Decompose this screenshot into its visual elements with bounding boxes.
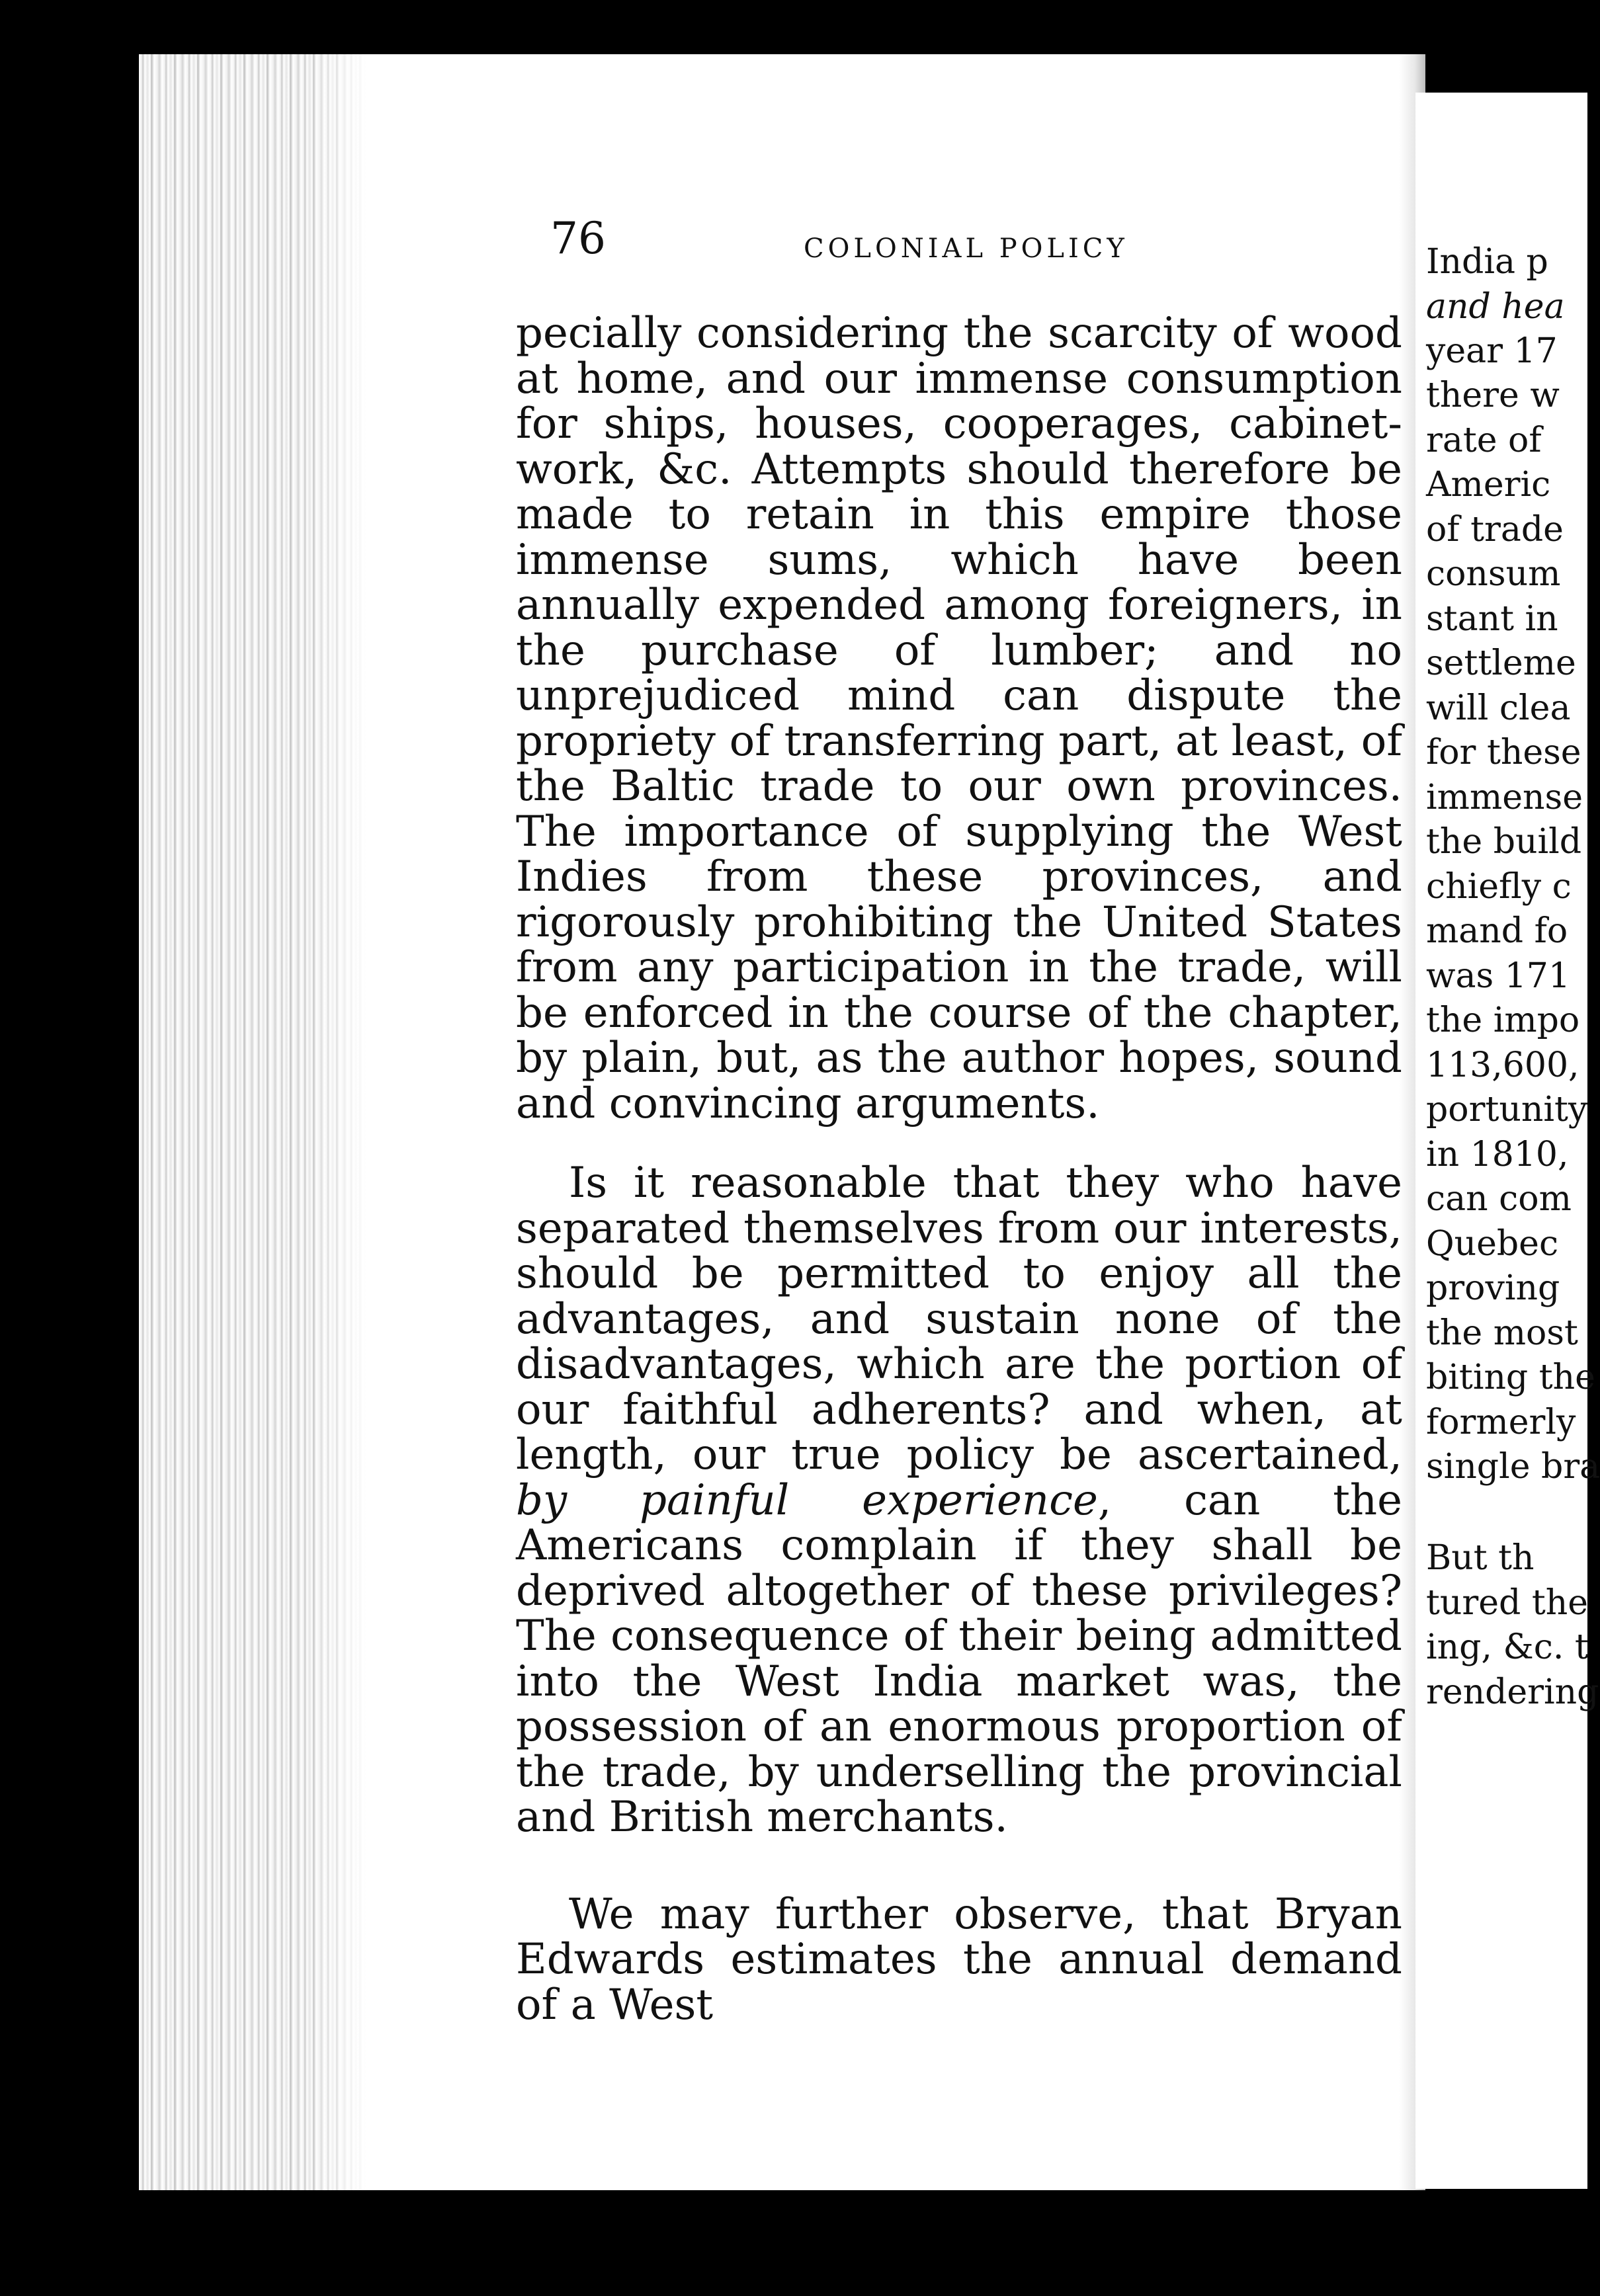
facing-page-line: year 17 [1426, 331, 1558, 371]
body-text [516, 311, 1402, 2028]
paragraph-3: We may further observe, that Bryan Edwards estimates the annual demand of a West [516, 1889, 1402, 2030]
facing-page-line: proving [1426, 1268, 1560, 1308]
facing-page-line: will clea [1426, 688, 1571, 728]
facing-page-line: mand fo [1426, 911, 1568, 951]
facing-page-line: consum [1426, 554, 1561, 594]
paragraph-1: pecially considering the scarcity of wood at home, and our immense consumption for ships, houses, cooperages, cabinet-work, &c. Attempts should therefore be made to retain in this empire those immense sums, which have been annually expended among foreigners, in the purchase of lumber; and no unprejudiced mind can dispute the propriety of transferring part, at least, of the Baltic trade to our own provinces. The importance of supplying the West Indies from these provinces, and rigorously prohibiting the United States from any participation in the trade, will be enforced in the course of the chapter, by plain, but, as the author hopes, sound and convincing arguments. [516, 309, 1402, 1128]
facing-page-line: stant in [1426, 599, 1558, 639]
facing-page-line: for these [1426, 733, 1581, 772]
facing-page-line: rate of [1426, 421, 1542, 460]
facing-page-line: in 1810, [1426, 1135, 1569, 1174]
facing-page-line: India p [1426, 242, 1548, 282]
facing-page-line: ing, &c. t [1426, 1627, 1589, 1667]
paragraph-2-italic: by painful experience [516, 1475, 1098, 1525]
facing-page-line: immense [1426, 778, 1583, 817]
facing-page-line: Americ [1426, 465, 1551, 505]
facing-page-line: But th [1426, 1538, 1535, 1578]
paragraph-2-text: Is it reasonable that they who have separated themselves from our interests, should be permitted to enjoy all the advantages, and sustain none of the disadvantages, which are the portion of our faithful adherents? and when, at length, our true policy be ascertained, [516, 1159, 1402, 1479]
facing-page-line: the impo [1426, 1001, 1580, 1040]
page-fore-edge [139, 54, 367, 2190]
paragraph-2 [516, 1161, 1402, 1840]
facing-page-line: settleme [1426, 643, 1576, 683]
facing-page-line: the most [1426, 1313, 1578, 1353]
facing-page-line: there w [1426, 376, 1560, 415]
facing-page-line: of trade [1426, 510, 1564, 550]
facing-page-line: chiefly c [1426, 867, 1572, 907]
facing-page-line: rendering [1426, 1672, 1599, 1712]
facing-page-line: single bra [1426, 1447, 1600, 1487]
facing-page-line: can com [1426, 1179, 1572, 1219]
facing-page-line: Quebec [1426, 1224, 1559, 1264]
facing-page-line: tured the [1426, 1583, 1588, 1623]
facing-page-line: 113,600, [1426, 1046, 1579, 1085]
facing-page-line: the build [1426, 822, 1582, 862]
running-head: COLONIAL POLICY [804, 233, 1128, 264]
facing-page-line: biting the [1426, 1358, 1595, 1397]
facing-page-line: and hea [1426, 287, 1565, 327]
facing-page-line: was 171 [1426, 956, 1570, 996]
page-number: 76 [550, 213, 606, 264]
paragraph-2-continued: , can the Americans complain if they shall be deprived altogether of these privileges? The consequence of their being admitted into the West India market was, the possession of an enormous proportion of the trade, by underselling the provincial and British merchants. [516, 1475, 1402, 1842]
facing-page-line: portunity [1426, 1090, 1588, 1129]
facing-page-line: formerly [1426, 1403, 1576, 1442]
facing-page [1415, 93, 1600, 2189]
